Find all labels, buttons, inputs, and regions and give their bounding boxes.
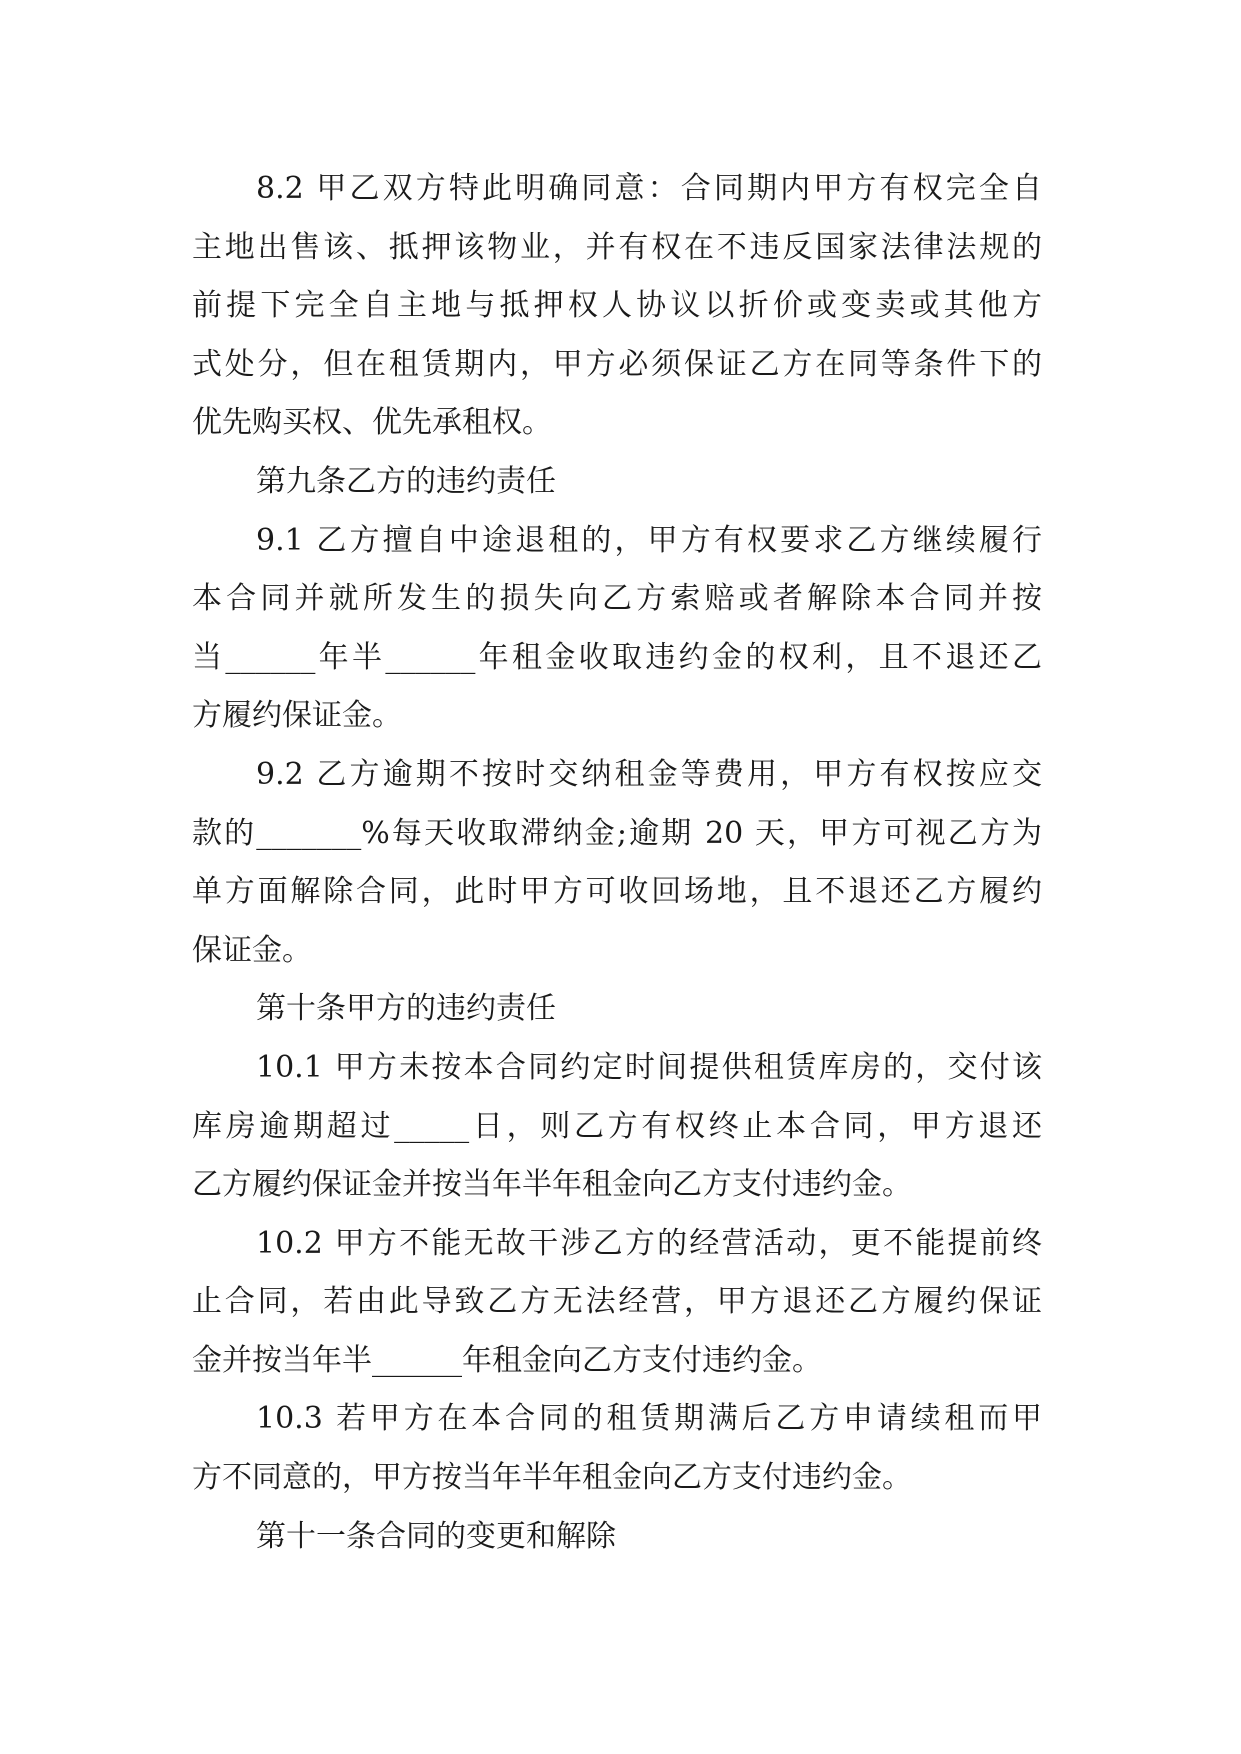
text-line: 前提下完全自主地与抵押权人协议以折价或变卖或其他方 (192, 288, 1042, 324)
section-heading: 第十条甲方的违约责任 (256, 991, 556, 1027)
text-line: 方履约保证金。 (192, 698, 402, 734)
text-line: 主地出售该、抵押该物业，并有权在不违反国家法律法规的 (192, 229, 1042, 265)
text-line: 8.2 甲乙双方特此明确同意：合同期内甲方有权完全自 (256, 171, 1042, 206)
text-line: 式处分，但在租赁期内，甲方必须保证乙方在同等条件下的 (192, 346, 1042, 382)
text-line: 9.2 乙方逾期不按时交纳租金等费用，甲方有权按应交 (256, 756, 1042, 792)
text-line: 乙方履约保证金并按当年半年租金向乙方支付违约金。 (192, 1167, 912, 1203)
document-body (192, 160, 1042, 1566)
text-line: 当______年半______年租金收取违约金的权利，且不退还乙 (192, 639, 1042, 675)
clause-9-1 (192, 512, 1042, 746)
text-line: 止合同，若由此导致乙方无法经营，甲方退还乙方履约保证 (192, 1284, 1042, 1320)
article-9-heading (192, 453, 1042, 512)
clause-10-1 (192, 1039, 1042, 1215)
text-line: 款的_______%每天收取滞纳金;逾期 20 天，甲方可视乙方为 (192, 815, 1042, 851)
clause-10-2 (192, 1215, 1042, 1391)
clause-10-3 (192, 1390, 1042, 1507)
article-10-heading (192, 980, 1042, 1039)
text-line: 本合同并就所发生的损失向乙方索赔或者解除本合同并按 (192, 581, 1042, 617)
text-line: 9.1 乙方擅自中途退租的，甲方有权要求乙方继续履行 (256, 522, 1042, 558)
text-line: 保证金。 (192, 932, 312, 968)
text-line: 10.1 甲方未按本合同约定时间提供租赁库房的，交付该 (256, 1049, 1042, 1085)
article-11-heading (192, 1508, 1042, 1567)
text-line: 单方面解除合同，此时甲方可收回场地，且不退还乙方履约 (192, 874, 1042, 910)
clause-9-2 (192, 746, 1042, 980)
text-line: 库房逾期超过_____日，则乙方有权终止本合同，甲方退还 (192, 1108, 1042, 1144)
text-line: 方不同意的，甲方按当年半年租金向乙方支付违约金。 (192, 1460, 912, 1496)
section-heading: 第九条乙方的违约责任 (256, 463, 556, 499)
text-line: 10.2 甲方不能无故干涉乙方的经营活动，更不能提前终 (256, 1225, 1042, 1261)
clause-8-2 (192, 160, 1042, 453)
text-line: 10.3 若甲方在本合同的租赁期满后乙方申请续租而甲 (256, 1401, 1042, 1437)
text-line: 优先购买权、优先承租权。 (192, 405, 552, 441)
section-heading: 第十一条合同的变更和解除 (256, 1518, 616, 1554)
text-line: 金并按当年半______年租金向乙方支付违约金。 (192, 1342, 822, 1378)
